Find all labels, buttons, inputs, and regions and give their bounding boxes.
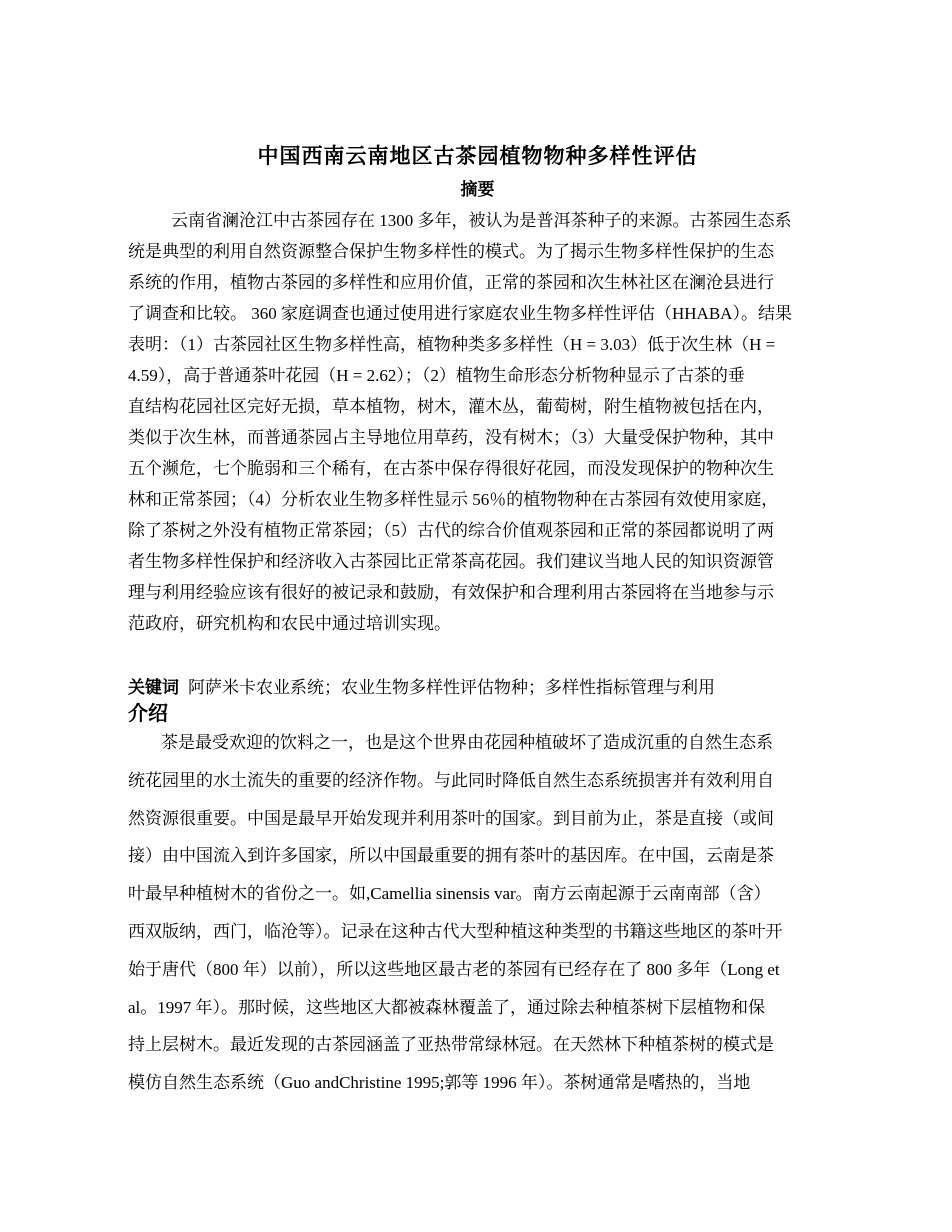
keywords-text: 阿萨米卡农业系统；农业生物多样性评估物种；多样性指标管理与利用 <box>188 678 715 697</box>
abstract-line: 除了茶树之外没有植物正常茶园；（5）古代的综合价值观茶园和正常的茶园都说明了两 <box>128 521 774 540</box>
keywords-label: 关键词 <box>128 678 179 697</box>
abstract-line: 类似于次生林，而普通茶园占主导地位用草药，没有树木；（3）大量受保护物种，其中 <box>128 428 774 447</box>
abstract-line: 统是典型的利用自然资源整合保护生物多样性的模式。为了揭示生物多样性保护的生态 <box>128 242 774 261</box>
abstract-line: 直结构花园社区完好无损，草本植物，树木，灌木丛，葡萄树，附生植物被包括在内， <box>128 397 774 416</box>
abstract-line: 范政府，研究机构和农民中通过培训实现。 <box>128 614 451 633</box>
abstract-line: 理与利用经验应该有很好的被记录和鼓励，有效保护和合理利用古茶园将在当地参与示 <box>128 583 774 602</box>
introduction-line: 模仿自然生态系统（Guo andChristine 1995;郭等 1996 年）。茶树通常是嗜热的，当地 <box>128 1073 751 1093</box>
abstract-line: 4.59），高于普通茶叶花园（H = 2.62）；（2）植物生命形态分析物种显示了古茶的垂 <box>128 366 745 385</box>
abstract-paragraph <box>128 205 827 639</box>
introduction-line: 统花园里的水土流失的重要的经济作物。与此同时降低自然生态系统损害并有效利用自 <box>128 770 774 790</box>
abstract-line: 了调查和比较。 360 家庭调查也通过使用进行家庭农业生物多样性评估（HHABA）。结果 <box>128 304 792 323</box>
introduction-line: al。1997 年）。那时候，这些地区大都被森林覆盖了，通过除去种植茶树下层植物和保 <box>128 997 766 1017</box>
abstract-line: 云南省澜沧江中古茶园存在 1300 多年，被认为是普洱茶种子的来源。古茶园生态系 <box>171 211 792 230</box>
introduction-line: 持上层树木。最近发现的古茶园涵盖了亚热带常绿林冠。在天然林下种植茶树的模式是 <box>128 1035 774 1055</box>
abstract-line: 系统的作用，植物古茶园的多样性和应用价值，正常的茶园和次生林社区在澜沧县进行 <box>128 273 774 292</box>
abstract-line: 者生物多样性保护和经济收入古茶园比正常茶高花园。我们建议当地人民的知识资源管 <box>128 552 774 571</box>
abstract-line: 林和正常茶园；（4）分析农业生物多样性显示 56％的植物物种在古茶园有效使用家庭， <box>128 490 779 509</box>
abstract-heading: 摘要 <box>460 180 495 199</box>
introduction-line: 始于唐代（800 年）以前），所以这些地区最古老的茶园有已经存在了 800 多年（Long et <box>128 959 780 979</box>
introduction-line: 叶最早种植树木的省份之一。如,Camellia sinensis var。南方云南起源于云南南部（含） <box>128 884 771 904</box>
introduction-line: 西双版纳，西门，临沧等）。记录在这种古代大型种植这种类型的书籍这些地区的茶叶开 <box>128 921 783 941</box>
keywords-row <box>128 672 827 703</box>
introduction-line: 茶是最受欢迎的饮料之一，也是这个世界由花园种植破坏了造成沉重的自然生态系 <box>161 733 773 752</box>
introduction-heading: 介绍 <box>128 703 168 725</box>
introduction-line: 然资源很重要。中国是最早开始发现并利用茶叶的国家。到目前为止，茶是直接（或间 <box>128 808 774 828</box>
abstract-line: 表明：（1）古茶园社区生物多样性高，植物种类多多样性（H = 3.03）低于次生林（H = <box>128 335 776 354</box>
page-title: 中国西南云南地区古茶园植物物种多样性评估 <box>257 145 698 168</box>
introduction-paragraph <box>128 724 827 1102</box>
introduction-line: 接）由中国流入到许多国家，所以中国最重要的拥有茶叶的基因库。在中国，云南是茶 <box>128 846 774 866</box>
abstract-line: 五个濒危，七个脆弱和三个稀有，在古茶中保存得很好花园，而没发现保护的物种次生 <box>128 459 774 478</box>
